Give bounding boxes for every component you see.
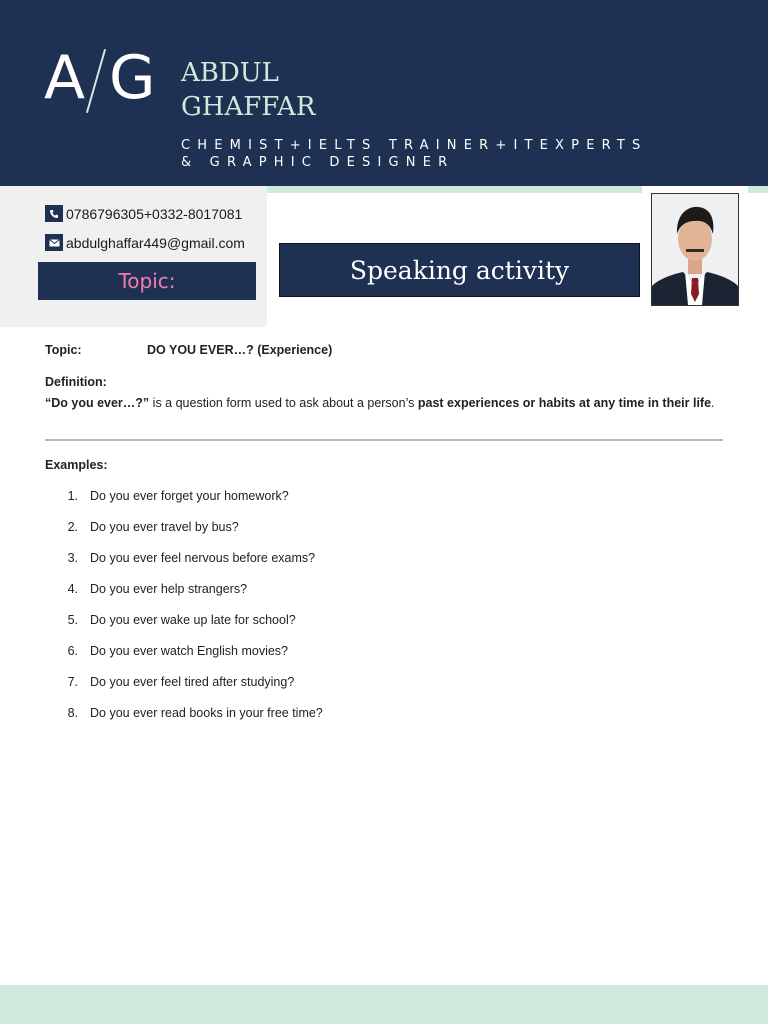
list-item-text: Do you ever travel by bus? [90, 520, 239, 534]
footer-band [0, 985, 768, 1024]
list-item [45, 582, 323, 613]
topic-label: Topic: [45, 343, 82, 357]
list-item-number: 6. [67, 644, 78, 658]
phone-number: 0786796305+0332-8017081 [66, 205, 243, 222]
list-item [45, 644, 323, 675]
list-item-number: 3. [67, 551, 78, 565]
topic-label-box: Topic: [38, 262, 256, 300]
author-name [181, 56, 315, 124]
list-item-text: Do you ever forget your homework? [90, 489, 289, 503]
list-item [45, 613, 323, 644]
list-item [45, 520, 323, 551]
monogram-logo: A G [44, 43, 156, 113]
definition-end: . [711, 396, 715, 410]
definition-text [45, 396, 715, 410]
name-last: GHAFFAR [181, 92, 316, 122]
phone-icon [45, 205, 63, 222]
list-item-text: Do you ever feel tired after studying? [90, 675, 295, 689]
list-item [45, 489, 323, 520]
email-address: abdulghaffar449@gmail.com [66, 234, 245, 251]
list-item-text: Do you ever help strangers? [90, 582, 248, 596]
list-item [45, 675, 323, 706]
phone-row [45, 205, 242, 222]
author-photo [651, 193, 739, 306]
activity-title-box: Speaking activity [279, 243, 640, 297]
name-first: ABDUL [181, 58, 279, 88]
examples-label: Examples: [45, 458, 108, 472]
definition-label: Definition: [45, 375, 107, 389]
list-item-number: 5. [67, 613, 78, 627]
definition-quote: “Do you ever…?” [45, 396, 150, 410]
list-item-text: Do you ever read books in your free time? [90, 706, 323, 720]
accent-strip-right [748, 186, 768, 193]
list-item-number: 2. [67, 520, 78, 534]
list-item [45, 706, 323, 737]
section-divider [45, 439, 723, 441]
list-item-text: Do you ever wake up late for school? [90, 613, 296, 627]
list-item-number: 7. [67, 675, 78, 689]
list-item-text: Do you ever feel nervous before exams? [90, 551, 316, 565]
list-item-number: 8. [67, 706, 78, 720]
list-item [45, 551, 323, 582]
examples-list [45, 489, 323, 737]
topic-value: DO YOU EVER…? (Experience) [147, 343, 333, 357]
accent-strip [267, 186, 642, 193]
monogram-slash [86, 49, 106, 113]
list-item-text: Do you ever watch English movies? [90, 644, 289, 658]
definition-mid: is a question form used to ask about a person’s [149, 396, 418, 410]
mail-icon [45, 234, 63, 251]
list-item-number: 4. [67, 582, 78, 596]
definition-bold: past experiences or habits at any time in their life [417, 396, 712, 410]
tagline: CHEMIST+IELTS TRAINER+ITEXPERTS & GRAPHIC DESIGNER [181, 138, 648, 170]
header-banner [0, 0, 768, 186]
topic-row [45, 343, 333, 357]
list-item-number: 1. [67, 489, 78, 503]
email-row [45, 234, 245, 251]
